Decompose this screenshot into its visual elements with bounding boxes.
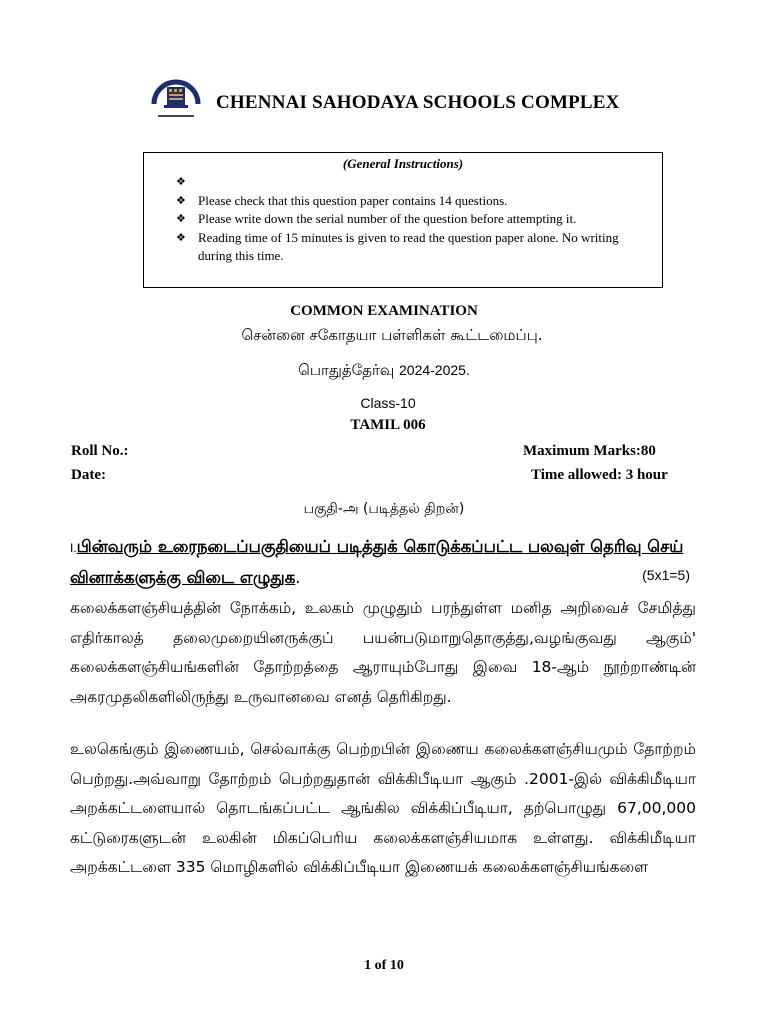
question-marks: (5x1=5) [642,567,690,583]
general-instructions-box [143,152,663,288]
exam-year-line [0,361,768,381]
school-name: CHENNAI SAHODAYA SCHOOLS COMPLEX [216,92,620,113]
school-logo [148,78,204,122]
diamond-bullet-icon: ❖ [176,193,186,207]
tamil-exam-label: பொதுத்தேர்வு [298,361,395,379]
tamil-subtitle: சென்னை சகோதயா பள்ளிகள் கூட்டமைப்பு. [241,326,543,344]
question-number: I. [70,541,77,555]
class-label: Class-10 [360,395,416,411]
instruction-text: Please check that this question paper contains 14 questions. [198,192,508,208]
diamond-bullet-icon: ❖ [176,230,186,244]
exam-year: 2024-2025. [399,362,470,378]
instruction-item [176,210,654,229]
instruction-item [176,229,654,266]
page-number: 1 of 10 [364,958,404,973]
passage-paragraph-2: உலகெங்கும் இணையம், செல்வாக்கு பெற்றபின் இணைய கலைக்களஞ்சியமும் தோற்றம் பெற்றது.அவ்வாறு தோற்றம் பெற்றதுதான் விக்கிபீடியா ஆகும் .2001-இல் விக்கிமீடியா அறக்கட்டளையால் தொடங்கப்பட்ட ஆங்கில விக்கிப்பீடியா, தற்பொழுது 67,00,000 கட்டுரைகளுடன் உலகின் மிகப்பெரிய கலைக்களஞ்சியமாக உள்ளது. விக்கிமீடியா அறக்கட்டளை 335 மொழிகளில் விக்கிப்பீடியா இணையக் கலைக்களஞ்சியங்களை [70,740,696,876]
question-1 [70,532,696,592]
max-marks-label: Maximum Marks:80 [523,443,656,459]
subject-label: TAMIL 006 [350,417,426,433]
instruction-text: Reading time of 15 minutes is given to read the question paper alone. No writing during this time. [198,229,619,263]
instruction-item [176,192,654,211]
instruction-item [176,173,654,192]
school-emblem-icon [148,78,204,122]
instructions-heading: (General Instructions) [342,156,464,171]
question-end: . [295,568,301,587]
exam-title: COMMON EXAMINATION [290,303,478,319]
question-text: பின்வரும் உரைநடைப்பகுதியைப் படித்துக் கொடுக்கப்பட்ட பலவுள் தெரிவு செய் வினாக்களுக்கு விடை எழுதுக [70,537,684,587]
roll-no-label: Roll No.: [71,443,129,459]
diamond-bullet-icon: ❖ [176,175,186,188]
passage-paragraph-1: கலைக்களஞ்சியத்தின் நோக்கம், உலகம் முழுதும் பரந்துள்ள மனித அறிவைச் சேமித்து எதிர்காலத் தலைமுறையினருக்குப் பயன்படுமாறுதொகுத்து,வழங்குவது ஆகும்' கலைக்களஞ்சியங்களின் தோற்றத்தை ஆராயும்போது இவை 18-ஆம் நூற்றாண்டின் அகரமுதலிகளிலிருந்து உருவானவை எனத் தெரிகிறது. [70,599,696,706]
date-label: Date: [71,467,106,483]
instruction-text: Please write down the serial number of the question before attempting it. [198,211,577,226]
diamond-bullet-icon: ❖ [176,212,186,225]
time-allowed-label: Time allowed: 3 hour [531,467,668,483]
instructions-list [144,173,662,266]
section-title: பகுதி-அ (படித்தல் திறன்) [303,501,465,517]
